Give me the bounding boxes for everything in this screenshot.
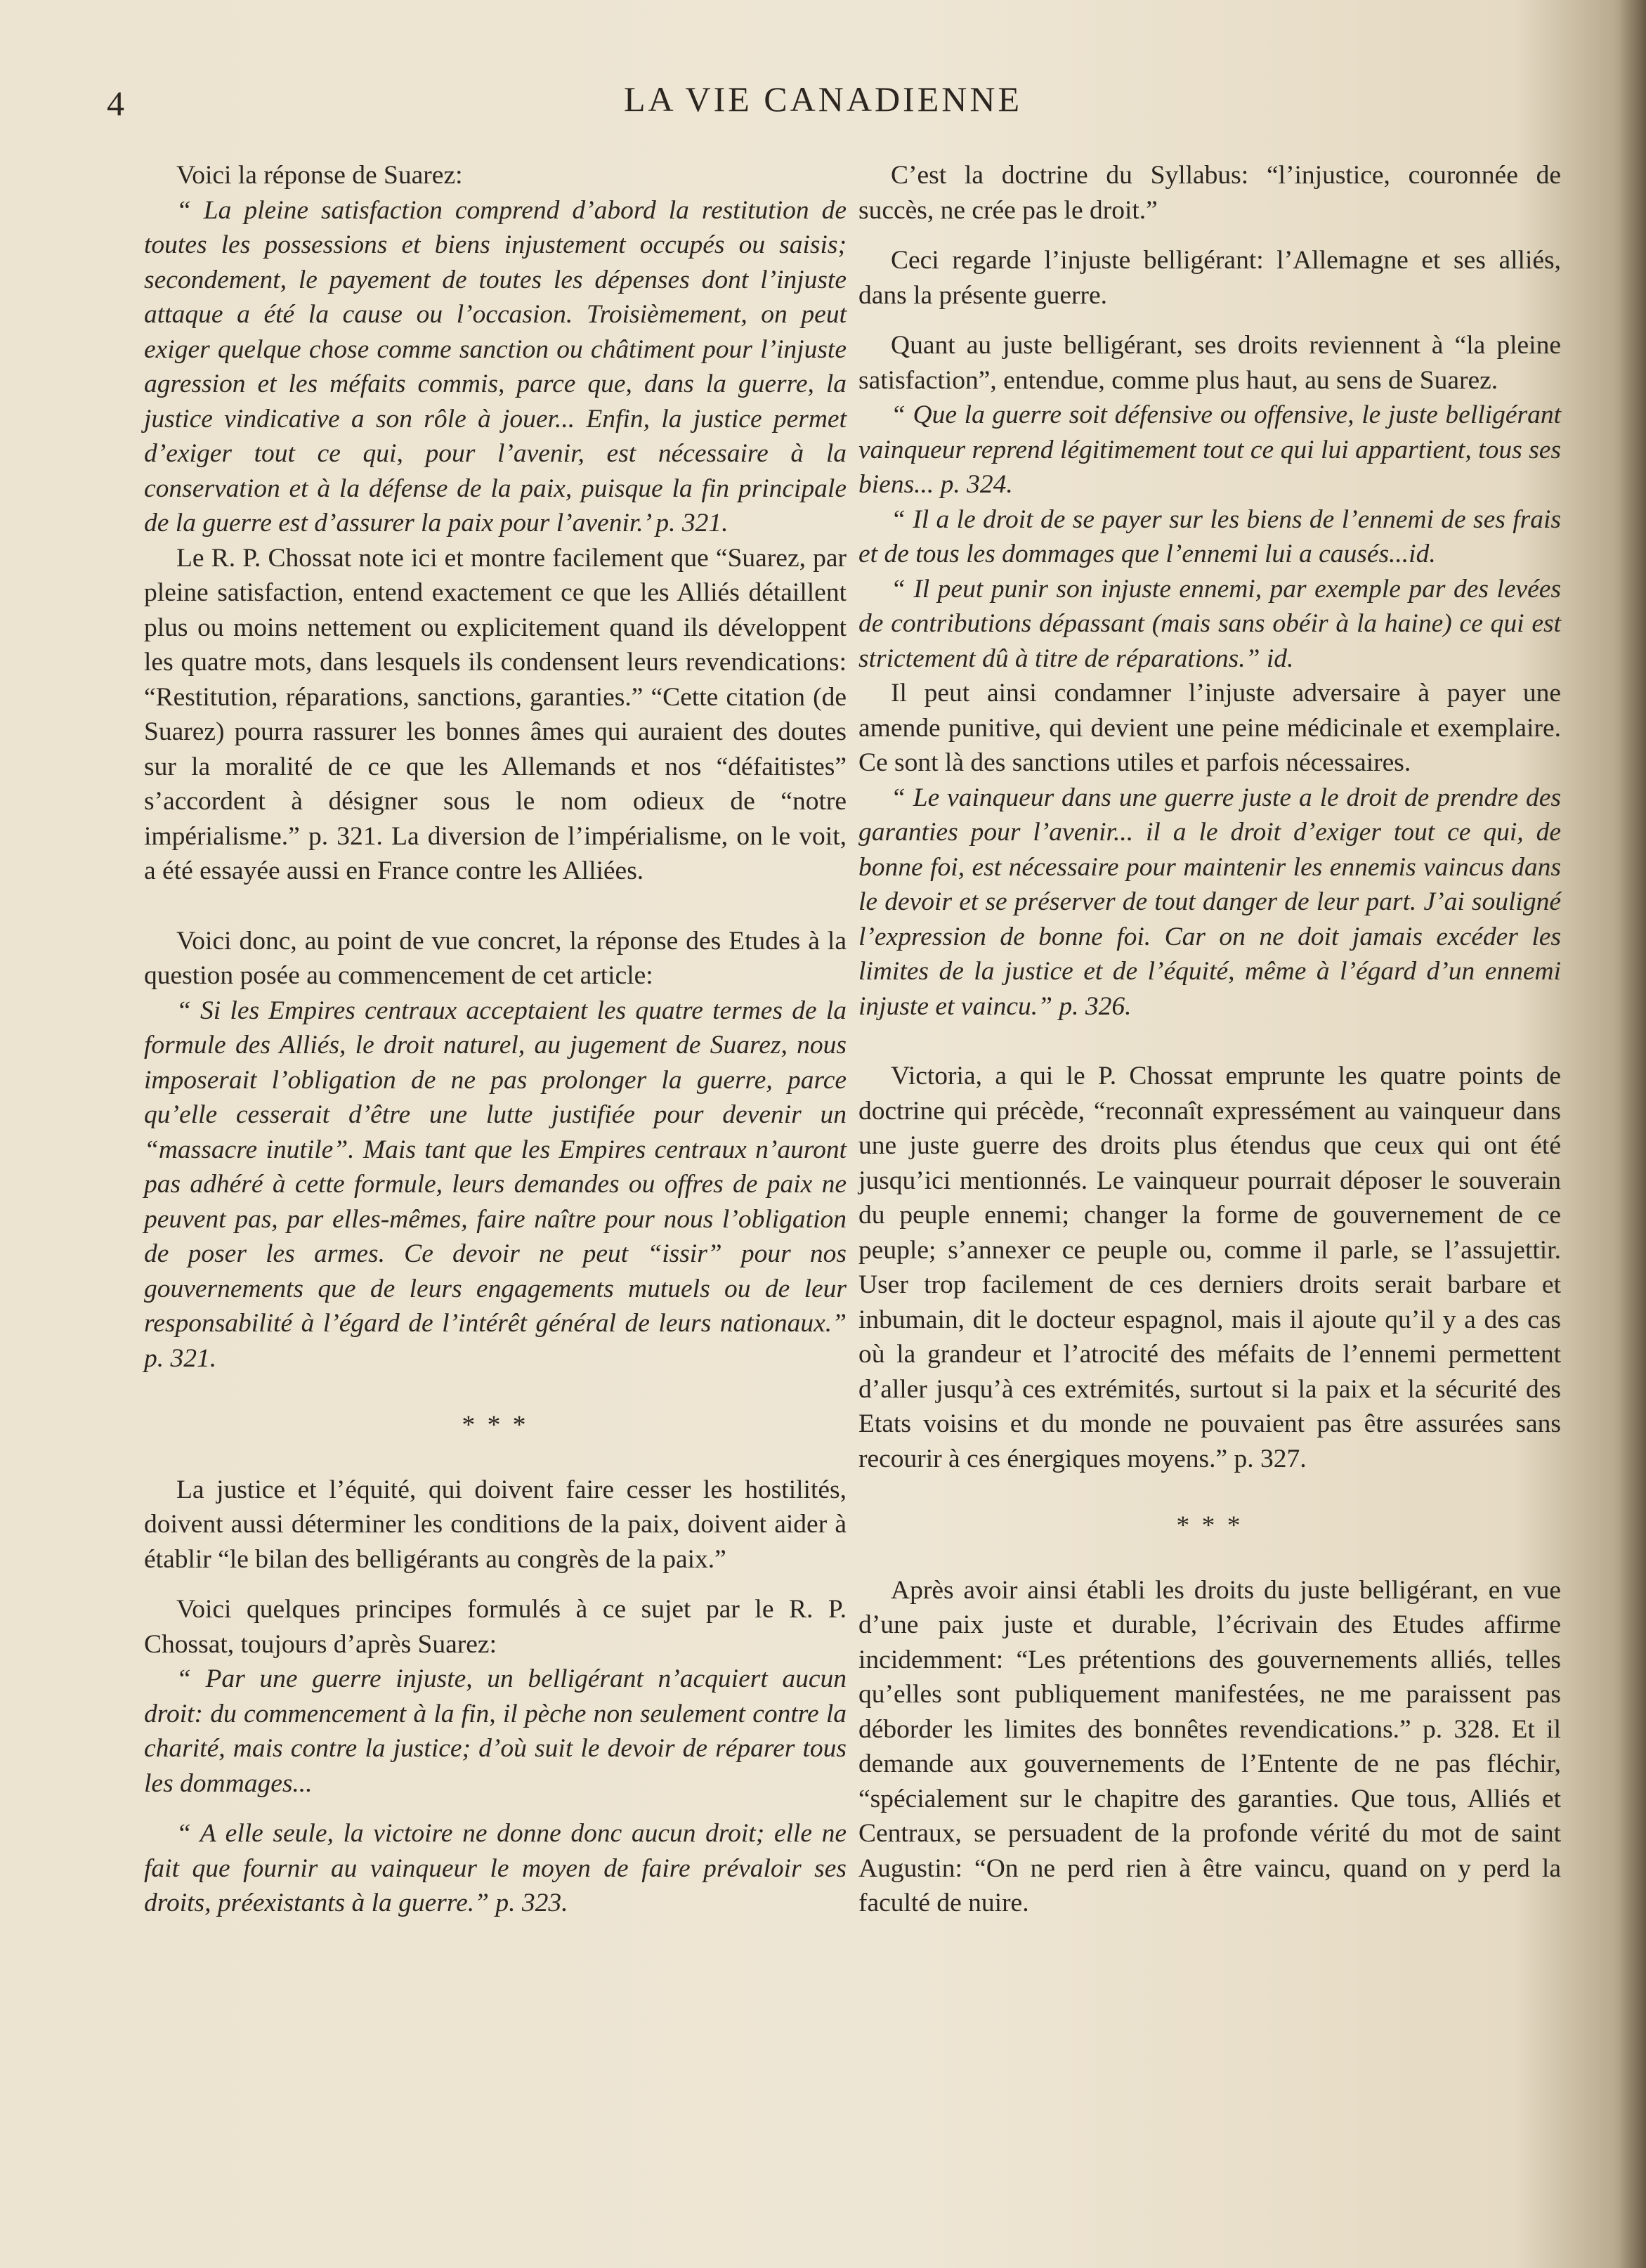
quotation-paragraph: “ Il a le droit de se payer sur les biens de l’ennemi de ses frais et de tous les dommages que l’ennemi lui a causés...id.: [858, 504, 1561, 568]
body-paragraph: Après avoir ainsi établi les droits du juste belligérant, en vue d’une paix juste et durable, l’écrivain des Etudes affirme incidemment: “Les prétentions des gouvernements alliés, telles qu’elles sont publiquement manifestées, ne me paraissent pas déborder les limites des bonnêtes revendications.” p. 328. Et il demande aux gouvernements de l’Entente de ne pas fléchir, “spécialement sur le chapitre des garanties. Que tous, Alliés et Centraux, se persuadent de la profonde vérité du mot de saint Augustin: “On ne perd rien à être vaincu, quand on y perd la faculté de nuire.: [858, 1575, 1561, 1917]
quotation-paragraph: “ Par une guerre injuste, un belligérant n’acquiert aucun droit: du commencement à la fin, il pèche non seulement contre la charité, mais contre la justice; d’où suit le devoir de réparer tous les dommages...: [144, 1664, 847, 1798]
body-paragraph: Voici donc, au point de vue concret, la réponse des Etudes à la question posée au commencement de cet article:: [144, 926, 847, 990]
running-title: LA VIE CANADIENNE: [623, 79, 1023, 119]
body-paragraph: Quant au juste belligérant, ses droits reviennent à “la pleine satisfaction”, entendue, comme plus haut, au sens de Suarez.: [858, 331, 1561, 395]
quotation-paragraph: “ A elle seule, la victoire ne donne donc aucun droit; elle ne fait que fournir au vainqueur le moyen de faire prévaloir ses droits, préexistants à la guerre.” p. 323.: [144, 1819, 847, 1917]
quotation-paragraph: “ Que la guerre soit défensive ou offensive, le juste belligérant vainqueur reprend légitimement tout ce qui lui appartient, tous ses biens... p. 324.: [858, 400, 1561, 499]
quotation-paragraph: “ Il peut punir son injuste ennemi, par exemple par des levées de contributions dépassant (mais sans obéir à la haine) ce qui est strictement dû à titre de réparations.” id.: [858, 574, 1561, 673]
body-paragraph: Voici la réponse de Suarez:: [176, 161, 463, 190]
binding-edge-shadow: [1619, 0, 1646, 2268]
left-column: [144, 158, 847, 1921]
quotation-paragraph: “ Si les Empires centraux acceptaient les quatre termes de la formule des Alliés, le droit naturel, au jugement de Suarez, nous imposerait l’obligation de ne pas prolonger la guerre, parce qu’elle cesserait d’être une lutte justifiée pour devenir un “massacre inutile”. Mais tant que les Empires centraux n’auront pas adhéré à cette formule, leurs demandes ou offres de paix ne peuvent pas, par elles-mêmes, faire naître pour nous l’obligation de poser les armes. Ce devoir ne peut “issir” pour nos gouvernements que de leurs engagements mutuels ou de leur responsabilité à l’égard de l’intérêt général de leurs nationaux.” p. 321.: [144, 996, 847, 1373]
body-paragraph: Le R. P. Chossat note ici et montre facilement que “Suarez, par pleine satisfaction, entend exactement ce que les Alliés détaillent plus ou moins nettement ou explicitement quand ils développent les quatre mots, dans lesquels ils condensent leurs revendications: “Restitution, réparations, sanctions, garanties.” “Cette citation (de Suarez) pourra rassurer les bonnes âmes qui auraient des doutes sur la moralité de ce que les Allemands et nos “défaitistes” s’accordent à désigner sous le nom odieux de “notre impérialisme.” p. 321. La diversion de l’impérialisme, on le voit, a été essayée aussi en France contre les Alliées.: [144, 543, 847, 885]
quotation-paragraph: “ La pleine satisfaction comprend d’abord la restitution de toutes les possessions et biens injustement occupés ou saisis; secondement, le payement de toutes les dépenses dont l’injuste attaque a été la cause ou l’occasion. Troisièmement, on peut exiger quelque chose comme sanction ou châtiment pour l’injuste agression et les méfaits commis, parce que, dans la guerre, la justice vindicative a son rôle à jouer... Enfin, la justice permet d’exiger tout ce qui, pour l’avenir, est nécessaire à la conservation et à la défense de la paix, puisque la fin principale de la guerre est d’assurer la paix pour l’avenir.’ p. 321.: [144, 195, 847, 537]
page-number: 4: [107, 84, 124, 123]
body-paragraph: Ceci regarde l’injuste belligérant: l’Allemagne et ses alliés, dans la présente guerre.: [858, 246, 1561, 310]
section-separator: * * *: [462, 1411, 529, 1440]
body-paragraph: Il peut ainsi condamner l’injuste adversaire à payer une amende punitive, qui devient une peine médicinale et exemplaire. Ce sont là des sanctions utiles et parfois nécessaires.: [858, 679, 1561, 777]
section-separator: * * *: [1176, 1511, 1243, 1540]
body-paragraph: La justice et l’équité, qui doivent faire cesser les hostilités, doivent aussi déterminer les conditions de la paix, doivent aider à établir “le bilan des belligérants au congrès de la paix.”: [144, 1475, 847, 1574]
body-paragraph: Voici quelques principes formulés à ce sujet par le R. P. Chossat, toujours d’après Suarez:: [144, 1595, 847, 1659]
body-paragraph: Victoria, a qui le P. Chossat emprunte les quatre points de doctrine qui précède, “reconnaît expressément au vainqueur dans une juste guerre des droits plus étendus que ceux qui ont été jusqu’ici mentionnés. Le vainqueur pourrait déposer le souverain du peuple ennemi; changer la forme de gouvernement de ce peuple; s’annexer ce peuple ou, comme il parle, se l’assujettir. User trop facilement de ces derniers droits serait barbare et inbumain, dit le docteur espagnol, mais il ajoute qu’il y a des cas où la grandeur et l’atrocité des méfaits de l’ennemi permettent d’aller jusqu’à ces extrémités, surtout si la paix et la sécurité des Etats voisins et du monde ne pouvaient pas être assurées sans recourir à ces énergiques moyens.” p. 327.: [858, 1062, 1561, 1473]
right-column: [858, 158, 1561, 1921]
body-paragraph: C’est la doctrine du Syllabus: “l’injustice, couronnée de succès, ne crée pas le droit.”: [858, 161, 1561, 225]
quotation-paragraph: “ Le vainqueur dans une guerre juste a le droit de prendre des garanties pour l’avenir... il a le droit d’exiger tout ce qui, de bonne foi, est nécessaire pour maintenir les ennemis vaincus dans le devoir et se préserver de tout danger de leur part. J’ai souligné l’expression de bonne foi. Car on ne doit jamais excéder les limites de la justice et de l’équité, même à l’égard d’un ennemi injuste et vaincu.” p. 326.: [858, 783, 1561, 1021]
